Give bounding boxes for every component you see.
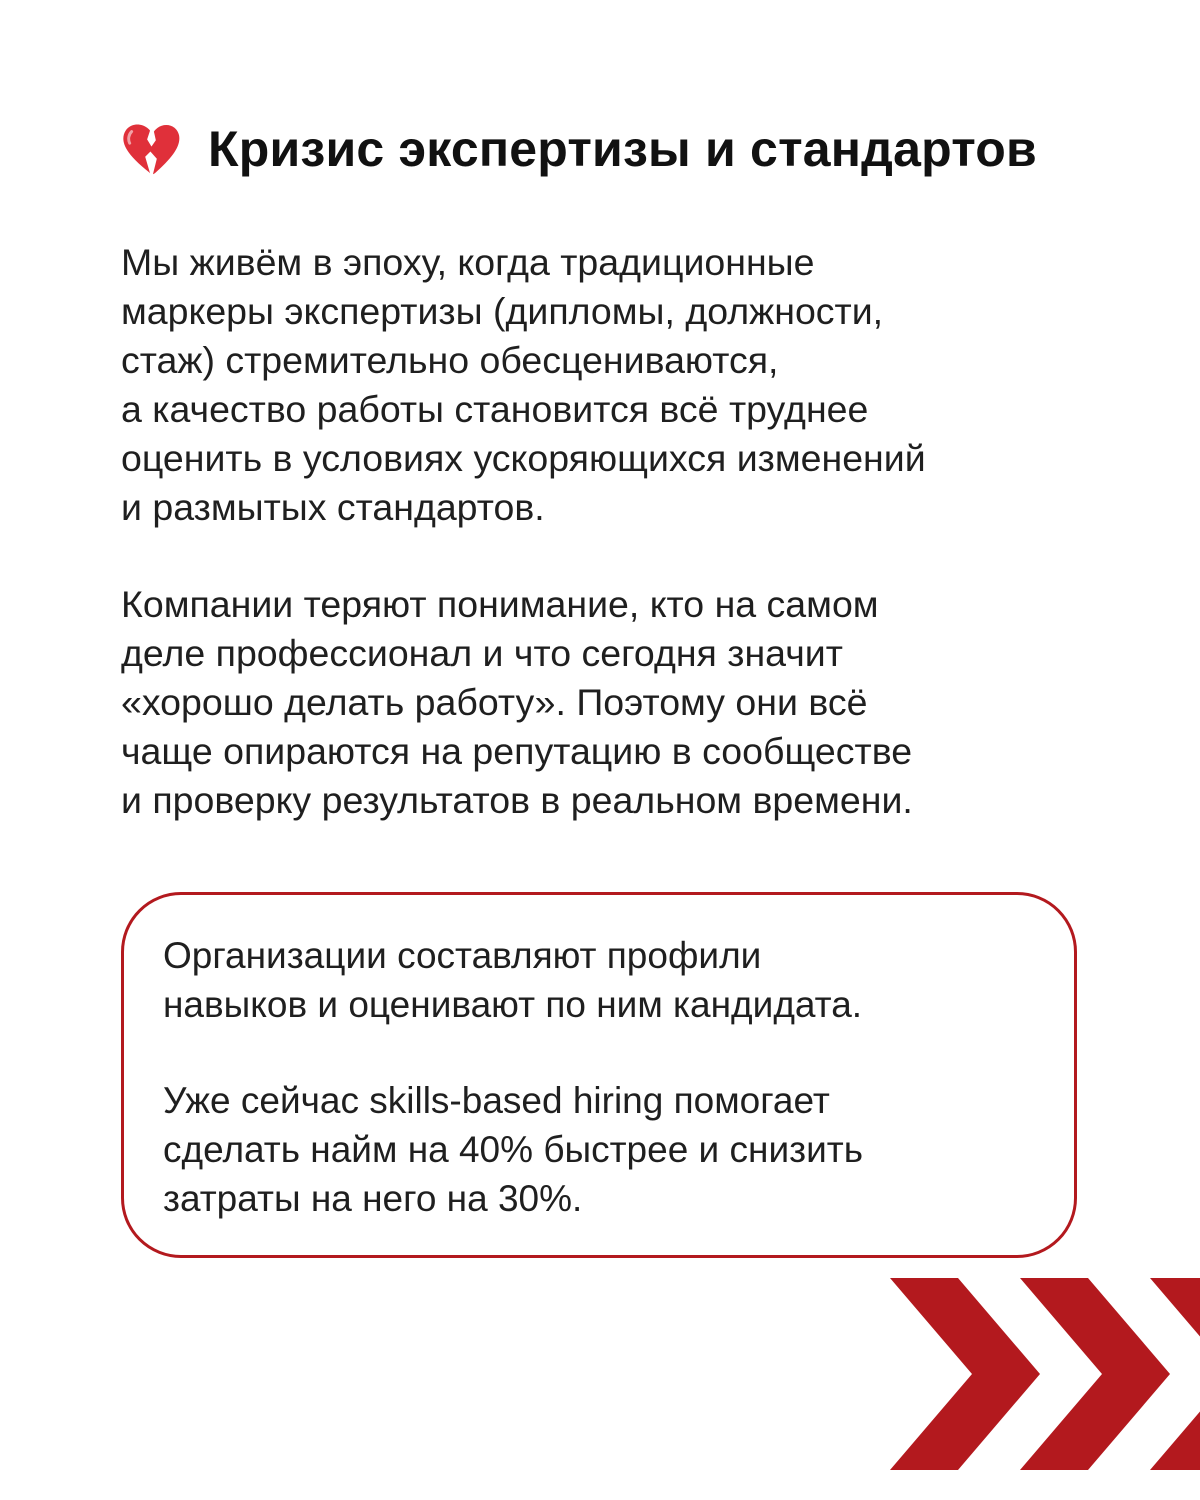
- intro-paragraph: [121, 238, 1111, 532]
- text-line: оценить в условиях ускоряющихся изменений: [121, 437, 926, 479]
- chevrons-right-icon: [880, 1270, 1200, 1500]
- text-line: и проверку результатов в реальном времени.: [121, 779, 913, 821]
- text-line: Организации составляют профили: [163, 935, 762, 976]
- second-paragraph: [121, 580, 1111, 825]
- text-line: деле профессионал и что сегодня значит: [121, 632, 843, 674]
- text-line: стаж) стремительно обесцениваются,: [121, 339, 779, 381]
- text-line: «хорошо делать работу». Поэтому они всё: [121, 681, 868, 723]
- text-line: чаще опираются на репутацию в сообществе: [121, 730, 913, 772]
- text-line: Компании теряют понимание, кто на самом: [121, 583, 879, 625]
- text-line: Уже сейчас skills-based hiring помогает: [163, 1080, 830, 1121]
- text-line: а качество работы становится всё труднее: [121, 388, 869, 430]
- text-line: сделать найм на 40% быстрее и снизить: [163, 1129, 863, 1170]
- callout-paragraph: [163, 931, 1043, 1029]
- text-line: и размытых стандартов.: [121, 486, 545, 528]
- text-line: затраты на него на 30%.: [163, 1178, 583, 1219]
- callout-stat-paragraph: [163, 1076, 1043, 1223]
- text-line: маркеры экспертизы (дипломы, должности,: [121, 290, 884, 332]
- text-line: Мы живём в эпоху, когда традиционные: [121, 241, 815, 283]
- header: [120, 118, 1037, 180]
- text-line: навыков и оценивают по ним кандидата.: [163, 984, 863, 1025]
- page-title: Кризис экспертизы и стандартов: [208, 121, 1037, 177]
- callout-box: [121, 892, 1077, 1258]
- broken-heart-icon: [120, 118, 182, 180]
